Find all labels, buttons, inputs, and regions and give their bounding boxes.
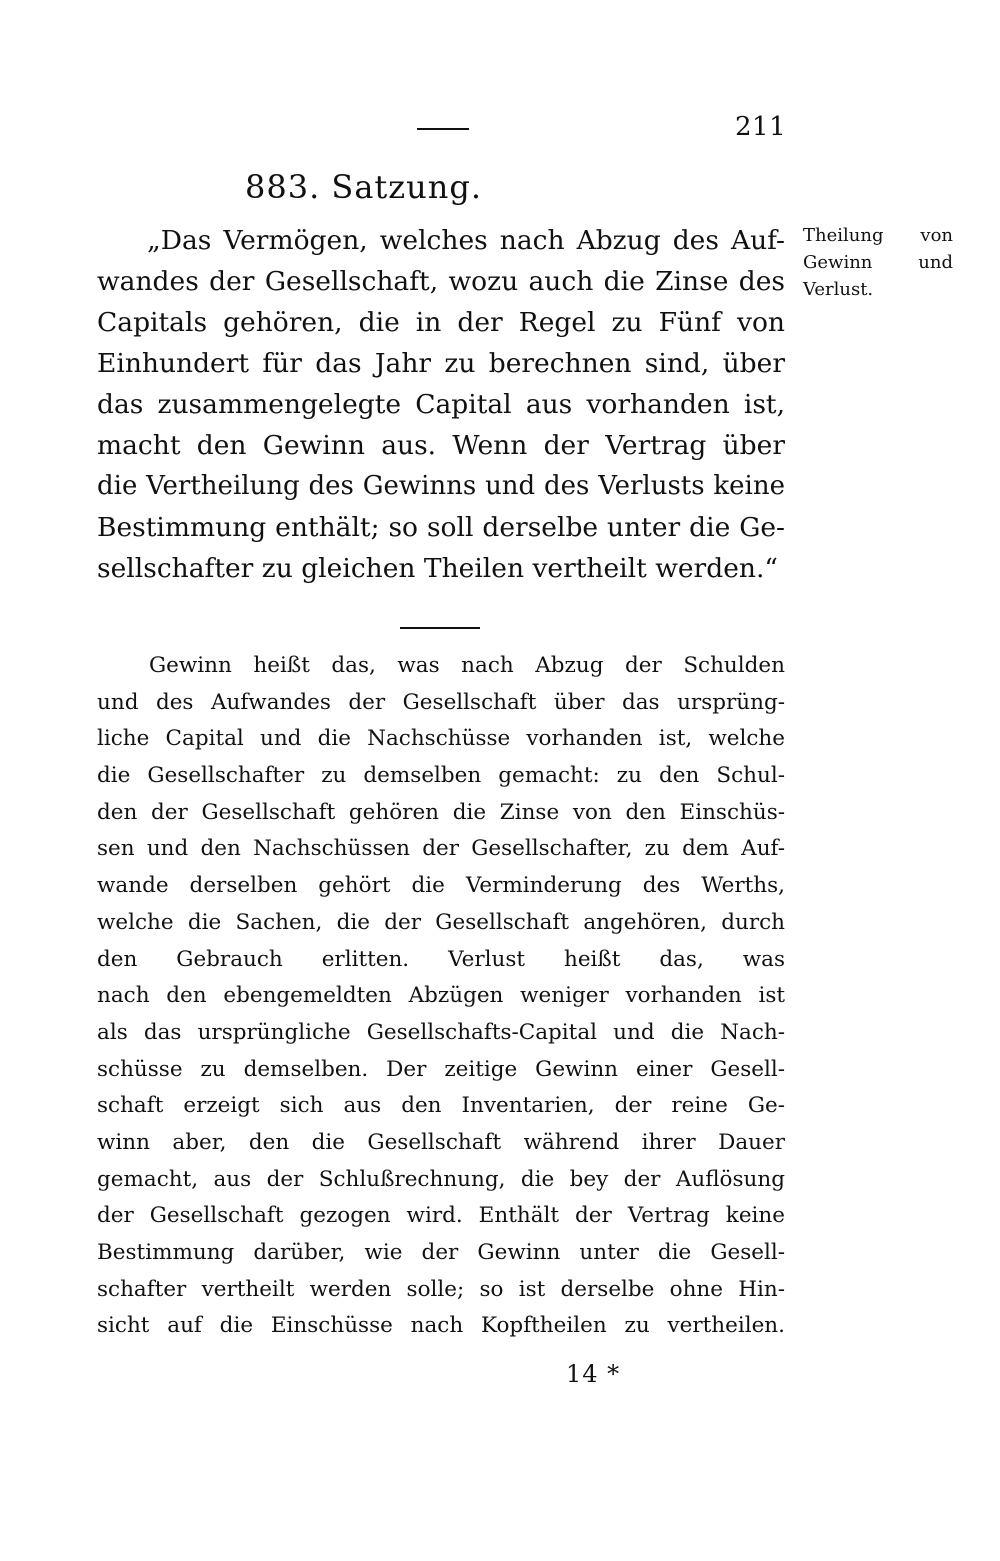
commentary-line: die Gesellschafter zu demselben gemacht: zu den Schul- (97, 763, 785, 789)
statute-line: „Das Vermögen, welches nach Abzug des Auf- (147, 225, 785, 256)
section-title: 883. Satzung. (245, 168, 483, 206)
commentary-line: schafter vertheilt werden solle; so ist derselbe ohne Hin- (97, 1276, 785, 1302)
header-dash (417, 128, 469, 130)
commentary-line: sen und den Nachschüssen der Gesellschafter, zu dem Auf- (97, 836, 785, 862)
commentary-line: schüsse zu demselben. Der zeitige Gewinn einer Gesell- (97, 1056, 785, 1082)
commentary-line: welche die Sachen, die der Gesellschaft angehören, durch (97, 909, 785, 935)
signature-mark: 14 * (566, 1360, 621, 1388)
commentary-line: nach den ebengemeldten Abzügen weniger vorhanden ist (97, 983, 785, 1009)
section-divider (400, 627, 480, 629)
commentary-line: schaft erzeigt sich aus den Inventarien, der reine Ge- (97, 1093, 785, 1119)
statute-line: macht den Gewinn aus. Wenn der Vertrag über (97, 430, 785, 461)
statute-line: Einhundert für das Jahr zu berechnen sind, über (97, 348, 785, 379)
statute-line: sellschafter zu gleichen Theilen vertheilt werden.“ (97, 553, 778, 584)
commentary-line: Bestimmung darüber, wie der Gewinn unter die Gesell- (97, 1240, 785, 1265)
commentary-line: winn aber, den die Gesellschaft während ihrer Dauer (97, 1129, 785, 1155)
commentary-line: und des Aufwandes der Gesellschaft über das ursprüng- (97, 689, 785, 715)
commentary-line: liche Capital und die Nachschüsse vorhanden ist, welche (97, 726, 785, 752)
commentary-line: sicht auf die Einschüsse nach Kopftheilen zu vertheilen. (97, 1313, 785, 1339)
statute-line: das zusammengelegte Capital aus vorhanden ist, (97, 389, 785, 420)
statute-line: wandes der Gesellschaft, wozu auch die Zinse des (97, 266, 785, 297)
commentary-line: Gewinn heißt das, was nach Abzug der Schulden (149, 653, 785, 678)
commentary-line: als das ursprüngliche Gesellschafts-Capital und die Nach- (97, 1019, 785, 1045)
statute-text (97, 220, 785, 589)
commentary-text (97, 648, 785, 1345)
commentary-line: den Gebrauch erlitten. Verlust heißt das, was (97, 946, 785, 972)
commentary-line: wande derselben gehört die Verminderung des Werths, (97, 873, 785, 899)
margin-note-line: Gewinn und (803, 252, 953, 273)
margin-note-line: Theilung von (803, 225, 953, 246)
commentary-line: den der Gesellschaft gehören die Zinse von den Einschüs- (97, 799, 785, 825)
statute-line: die Vertheilung des Gewinns und des Verlusts keine (97, 471, 785, 501)
commentary-line: gemacht, aus der Schlußrechnung, die bey der Auflösung (97, 1166, 785, 1192)
statute-line: Bestimmung enthält; so soll derselbe unter die Ge- (97, 512, 785, 543)
commentary-line: der Gesellschaft gezogen wird. Enthält der Vertrag keine (97, 1203, 785, 1229)
margin-note-line: Verlust. (803, 279, 874, 300)
statute-line: Capitals gehören, die in der Regel zu Fünf von (97, 307, 785, 338)
page-number: 211 (735, 112, 787, 142)
margin-note (803, 222, 953, 303)
